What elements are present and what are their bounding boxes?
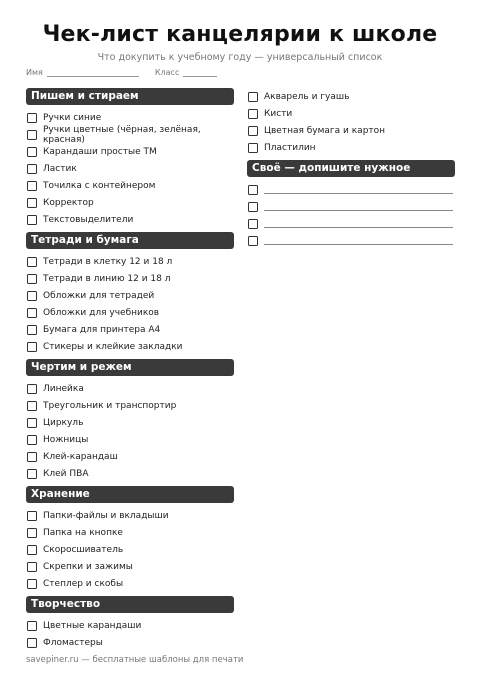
section-header: Тетради и бумага: [26, 232, 234, 249]
checkbox[interactable]: [27, 562, 37, 572]
checklist-item[interactable]: [26, 397, 234, 414]
checkbox[interactable]: [27, 401, 37, 411]
left-column: [26, 88, 234, 655]
checklist-item[interactable]: [26, 304, 234, 321]
custom-item[interactable]: [247, 198, 455, 215]
checklist-item-label: Линейка: [43, 383, 84, 394]
checkbox[interactable]: [27, 418, 37, 428]
checklist-item[interactable]: [26, 194, 234, 211]
custom-item-write-line[interactable]: [264, 202, 453, 211]
checklist-item-label: Бумага для принтера А4: [43, 324, 161, 335]
checklist-item-label: Ручки синие: [43, 112, 102, 123]
checkbox[interactable]: [27, 198, 37, 208]
page-subtitle: Что докупить к учебному году — универсальный список: [97, 52, 383, 63]
checklist-item-label: Фломастеры: [43, 637, 103, 648]
checklist-item-label: Папка на кнопке: [43, 527, 123, 538]
checklist-item[interactable]: [26, 414, 234, 431]
checklist-item-label: Ручки цветные (чёрная, зелёная, красная): [43, 124, 201, 145]
section-header: Пишем и стираем: [26, 88, 234, 105]
section-item-list: [26, 507, 234, 592]
checklist-item[interactable]: [26, 617, 234, 634]
section-item-list: [26, 380, 234, 482]
checklist-item-label: Скоросшиватель: [43, 544, 124, 555]
checklist-item[interactable]: [26, 575, 234, 592]
checkbox[interactable]: [248, 143, 258, 153]
section-item-list: [26, 109, 234, 228]
checklist-item-label: Акварель и гуашь: [264, 91, 350, 102]
custom-item[interactable]: [247, 232, 455, 249]
checklist-item-label: Точилка с контейнером: [43, 180, 156, 191]
checklist-item-label: Треугольник и транспортир: [43, 400, 177, 411]
checklist-item[interactable]: [26, 143, 234, 160]
section-header: Хранение: [26, 486, 234, 503]
section-header-custom: Своё — допишите нужное: [247, 160, 455, 177]
checklist-item[interactable]: [247, 88, 455, 105]
checkbox[interactable]: [248, 236, 258, 246]
checkbox[interactable]: [27, 469, 37, 479]
checklist-item-label: Ножницы: [43, 434, 89, 445]
checkbox[interactable]: [248, 92, 258, 102]
right-item-list: [247, 88, 455, 156]
checklist-item-label: Обложки для тетрадей: [43, 290, 155, 301]
checklist-item[interactable]: [26, 287, 234, 304]
checklist-item-label: Цветная бумага и картон: [264, 125, 386, 136]
checkbox[interactable]: [27, 325, 37, 335]
checklist-item[interactable]: [247, 122, 455, 139]
checklist-item-label: Клей-карандаш: [43, 451, 118, 462]
student-fields: [26, 68, 217, 77]
custom-item-write-line[interactable]: [264, 185, 453, 194]
checkbox[interactable]: [27, 452, 37, 462]
checkbox[interactable]: [27, 528, 37, 538]
checkbox[interactable]: [27, 274, 37, 284]
checkbox[interactable]: [27, 215, 37, 225]
checklist-item[interactable]: [26, 338, 234, 355]
checkbox[interactable]: [27, 113, 37, 123]
checklist-item[interactable]: [26, 321, 234, 338]
checkbox[interactable]: [27, 291, 37, 301]
right-column: [247, 88, 455, 253]
checklist-item-label: Пластилин: [264, 142, 316, 153]
custom-item[interactable]: [247, 181, 455, 198]
checklist-item[interactable]: [26, 507, 234, 524]
section-header: Чертим и режем: [26, 359, 234, 376]
checkbox[interactable]: [27, 638, 37, 648]
checklist-item[interactable]: [26, 524, 234, 541]
checklist-item[interactable]: [26, 126, 234, 143]
custom-item[interactable]: [247, 215, 455, 232]
checkbox[interactable]: [27, 181, 37, 191]
checkbox[interactable]: [27, 257, 37, 267]
checklist-item[interactable]: [26, 380, 234, 397]
checklist-item[interactable]: [26, 253, 234, 270]
checkbox[interactable]: [27, 130, 37, 140]
checklist-item[interactable]: [26, 558, 234, 575]
checkbox[interactable]: [27, 621, 37, 631]
section-header: Творчество: [26, 596, 234, 613]
checklist-item[interactable]: [26, 177, 234, 194]
checklist-item[interactable]: [26, 109, 234, 126]
checkbox[interactable]: [27, 435, 37, 445]
checklist-item-label: Ластик: [43, 163, 77, 174]
checklist-item-label: Текстовыделители: [43, 214, 134, 225]
checklist-item-label: Корректор: [43, 197, 94, 208]
checkbox[interactable]: [27, 384, 37, 394]
checklist-item-label: Обложки для учебников: [43, 307, 160, 318]
checklist-item[interactable]: [26, 211, 234, 228]
checklist-item-label: Карандаши простые ТМ: [43, 146, 157, 157]
checkbox[interactable]: [248, 126, 258, 136]
checkbox[interactable]: [27, 511, 37, 521]
checklist-item[interactable]: [247, 139, 455, 156]
class-label: Класс: [154, 68, 180, 77]
page-title: Чек-лист канцелярии к школе: [42, 22, 438, 47]
custom-item-write-line[interactable]: [264, 219, 453, 228]
section-item-list: [26, 253, 234, 355]
checklist-item-label: Тетради в линию 12 и 18 л: [43, 273, 171, 284]
section-item-list: [26, 617, 234, 651]
checklist-item[interactable]: [26, 270, 234, 287]
checklist-item-label: Скрепки и зажимы: [43, 561, 133, 572]
checkbox[interactable]: [27, 545, 37, 555]
checklist-item-label: Цветные карандаши: [43, 620, 142, 631]
checklist-item[interactable]: [26, 431, 234, 448]
checklist-item[interactable]: [26, 465, 234, 482]
checklist-item[interactable]: [26, 448, 234, 465]
checkbox[interactable]: [248, 219, 258, 229]
checkbox[interactable]: [248, 109, 258, 119]
custom-item-list: [247, 181, 455, 249]
checkbox[interactable]: [27, 164, 37, 174]
checklist-item-label: Стикеры и клейкие закладки: [43, 341, 183, 352]
checklist-item-label: Циркуль: [43, 417, 84, 428]
checklist-item-label: Кисти: [264, 108, 293, 119]
checkbox[interactable]: [27, 579, 37, 589]
checklist-item-label: Степлер и скобы: [43, 578, 124, 589]
checkbox[interactable]: [248, 202, 258, 212]
checklist-item[interactable]: [247, 105, 455, 122]
checklist-item[interactable]: [26, 634, 234, 651]
name-field[interactable]: [47, 68, 139, 77]
name-label: Имя: [26, 68, 43, 77]
checkbox[interactable]: [27, 342, 37, 352]
checklist-item[interactable]: [26, 160, 234, 177]
checklist-item-label: Тетради в клетку 12 и 18 л: [43, 256, 173, 267]
checklist-item[interactable]: [26, 541, 234, 558]
custom-item-write-line[interactable]: [264, 236, 453, 245]
checkbox[interactable]: [27, 308, 37, 318]
checklist-item-label: Клей ПВА: [43, 468, 89, 479]
checkbox[interactable]: [248, 185, 258, 195]
checklist-item-label: Папки-файлы и вкладыши: [43, 510, 169, 521]
footer-text: savepiner.ru — бесплатные шаблоны для печати: [26, 655, 244, 665]
class-field[interactable]: [183, 68, 217, 77]
checkbox[interactable]: [27, 147, 37, 157]
